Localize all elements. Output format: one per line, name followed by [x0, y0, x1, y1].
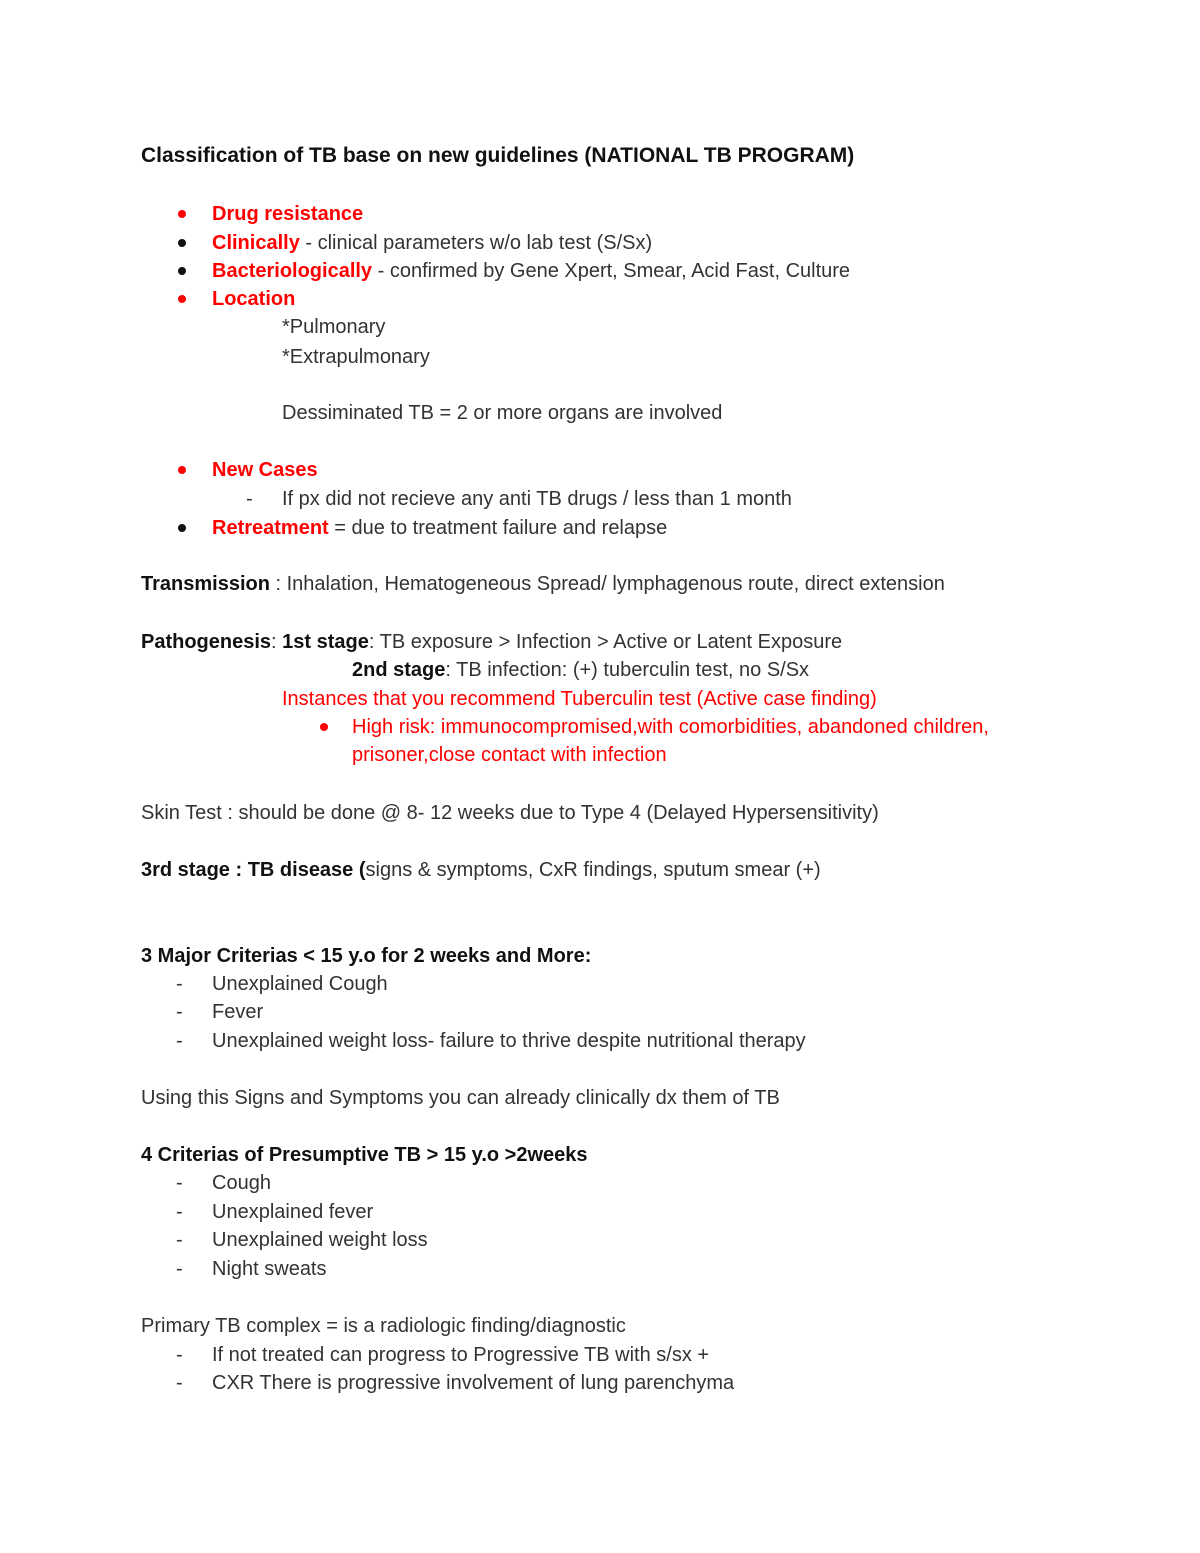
tuberculin-instances: Instances that you recommend Tuberculin test (Active case finding) [282, 688, 877, 710]
dash-icon: - [176, 1258, 183, 1280]
bacteriologically-text: - confirmed by Gene Xpert, Smear, Acid Fast, Culture [372, 260, 851, 282]
new-cases-detail: If px did not recieve any anti TB drugs / less than 1 month [282, 488, 792, 510]
major-criteria-heading: 3 Major Criterias < 15 y.o for 2 weeks and More: [141, 945, 592, 967]
retreatment-label: Retreatment [212, 517, 329, 539]
item-new-cases: New Cases [212, 459, 318, 481]
stage1-text: : TB exposure > Infection > Active or Latent Exposure [368, 631, 843, 653]
bullet-icon [178, 295, 186, 303]
retreatment-text: = due to treatment failure and relapse [328, 517, 668, 539]
document-title: Classification of TB base on new guidelines (NATIONAL TB PROGRAM) [141, 144, 855, 167]
pathogenesis-separator: : [271, 631, 283, 653]
pathogenesis-line [141, 629, 842, 655]
stage2-text: : TB infection: (+) tuberculin test, no S/Sx [445, 659, 810, 681]
bullet-icon [178, 524, 186, 532]
dash-icon: - [176, 1229, 183, 1251]
primary-complex-item: If not treated can progress to Progressive TB with s/sx + [212, 1344, 710, 1366]
dash-icon: - [246, 488, 253, 510]
transmission-text: : Inhalation, Hematogeneous Spread/ lymphagenous route, direct extension [269, 573, 945, 595]
location-pulmonary: *Pulmonary [282, 316, 386, 338]
stage2-label: 2nd stage [352, 659, 446, 681]
major-criteria-item: Unexplained Cough [212, 973, 388, 995]
major-criteria-item: Unexplained weight loss- failure to thrive despite nutritional therapy [212, 1030, 806, 1052]
bacteriologically-label: Bacteriologically [212, 260, 373, 282]
location-extrapulmonary: *Extrapulmonary [282, 346, 430, 368]
dash-icon: - [176, 973, 183, 995]
primary-complex-heading: Primary TB complex = is a radiologic finding/diagnostic [141, 1315, 626, 1337]
clinically-text: - clinical parameters w/o lab test (S/Sx) [299, 232, 653, 254]
dash-icon: - [176, 1030, 183, 1052]
presumptive-item: Cough [212, 1172, 271, 1194]
stage2-line [352, 657, 809, 683]
item-location: Location [212, 288, 296, 310]
stage1-label: 1st stage [282, 631, 369, 653]
bullet-icon [178, 210, 186, 218]
disseminated-note: Dessiminated TB = 2 or more organs are involved [282, 402, 723, 424]
presumptive-item: Unexplained fever [212, 1201, 374, 1223]
clinical-dx-note: Using this Signs and Symptoms you can already clinically dx them of TB [141, 1087, 780, 1109]
bullet-icon [320, 723, 328, 731]
stage3-text: signs & symptoms, CxR findings, sputum smear (+) [365, 859, 821, 881]
pathogenesis-label: Pathogenesis [141, 631, 272, 653]
dash-icon: - [176, 1344, 183, 1366]
dash-icon: - [176, 1001, 183, 1023]
stage3-line [141, 857, 821, 883]
primary-complex-item: CXR There is progressive involvement of lung parenchyma [212, 1372, 735, 1394]
high-risk-line2: prisoner,close contact with infection [352, 744, 667, 766]
presumptive-heading: 4 Criterias of Presumptive TB > 15 y.o >2weeks [141, 1144, 588, 1166]
item-retreatment [212, 515, 667, 541]
dash-icon: - [176, 1201, 183, 1223]
dash-icon: - [176, 1172, 183, 1194]
transmission-line [141, 571, 945, 597]
dash-icon: - [176, 1372, 183, 1394]
high-risk-line1: High risk: immunocompromised,with comorbidities, abandoned children, [352, 716, 989, 738]
stage3-label: 3rd stage : TB disease ( [141, 859, 366, 881]
presumptive-item: Night sweats [212, 1258, 327, 1280]
bullet-icon [178, 239, 186, 247]
item-clinically [212, 230, 652, 256]
clinically-label: Clinically [212, 232, 300, 254]
major-criteria-item: Fever [212, 1001, 264, 1023]
item-bacteriologically [212, 258, 850, 284]
bullet-icon [178, 267, 186, 275]
presumptive-item: Unexplained weight loss [212, 1229, 428, 1251]
bullet-icon [178, 466, 186, 474]
skin-test-note: Skin Test : should be done @ 8- 12 weeks due to Type 4 (Delayed Hypersensitivity) [141, 802, 879, 824]
item-drug-resistance: Drug resistance [212, 203, 364, 225]
transmission-label: Transmission [141, 573, 270, 595]
